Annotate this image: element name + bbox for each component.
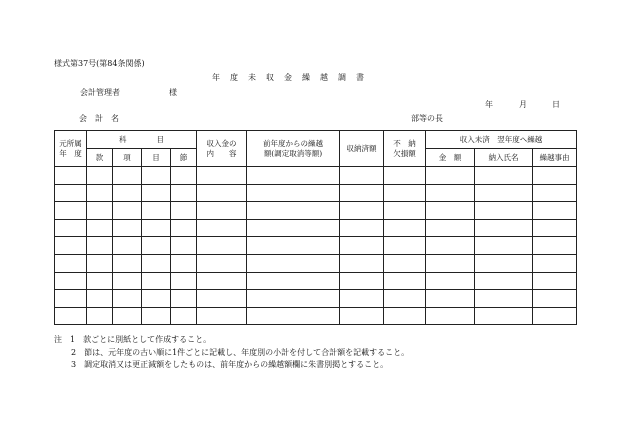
form-id: 様式第37号(第84条関係) (54, 59, 145, 68)
table-cell[interactable] (197, 167, 247, 185)
table-row (55, 167, 577, 185)
manager-suffix: 様 (169, 88, 177, 97)
table-cell[interactable] (384, 184, 426, 202)
table-cell[interactable] (197, 254, 247, 272)
table-cell[interactable] (533, 254, 577, 272)
table-cell[interactable] (247, 272, 340, 290)
table-cell[interactable] (533, 167, 577, 185)
note-2: 2 節は、元年度の古い順に1件ごとに記載し、年度別の小計を付して合計額を記載すること。 (71, 348, 410, 357)
table-cell[interactable] (197, 184, 247, 202)
table-cell[interactable] (247, 202, 340, 220)
table-cell[interactable] (87, 237, 113, 255)
table-cell[interactable] (87, 272, 113, 290)
table-cell[interactable] (475, 184, 533, 202)
table-cell[interactable] (87, 167, 113, 185)
table-cell[interactable] (426, 219, 475, 237)
account-name-label: 会 計 名 (79, 114, 119, 123)
table-cell[interactable] (55, 202, 87, 220)
date-month: 月 (519, 100, 527, 109)
table-cell[interactable] (197, 202, 247, 220)
header-kamoku: 科 目 (87, 131, 197, 149)
table-cell[interactable] (247, 307, 340, 325)
table-cell[interactable] (247, 254, 340, 272)
table-cell[interactable] (171, 184, 197, 202)
table-row (55, 254, 577, 272)
page-title: 年 度 未 収 金 繰 越 調 書 (212, 73, 365, 82)
table-cell[interactable] (340, 307, 384, 325)
table-cell[interactable] (247, 167, 340, 185)
table-cell[interactable] (171, 272, 197, 290)
table-cell[interactable] (171, 219, 197, 237)
table-cell[interactable] (142, 272, 171, 290)
date-day: 日 (552, 100, 560, 109)
table-cell[interactable] (340, 167, 384, 185)
table-row (55, 219, 577, 237)
header-uncollected: 収入未済 翌年度へ繰越 (426, 131, 577, 149)
table-cell[interactable] (87, 219, 113, 237)
table-cell[interactable] (426, 290, 475, 308)
table-cell[interactable] (533, 202, 577, 220)
header-setsu: 節 (171, 149, 197, 167)
header-received: 収納済額 (340, 131, 384, 167)
dept-head-label: 部等の長 (411, 114, 443, 123)
table-cell[interactable] (247, 290, 340, 308)
header-income-content: 収入金の 内 容 (197, 131, 247, 167)
table-cell[interactable] (113, 219, 142, 237)
table-cell[interactable] (113, 290, 142, 308)
table-cell[interactable] (426, 254, 475, 272)
carryover-table (54, 130, 577, 325)
table-cell[interactable] (87, 290, 113, 308)
table-cell[interactable] (426, 272, 475, 290)
table-cell[interactable] (171, 254, 197, 272)
table-cell[interactable] (475, 254, 533, 272)
table-cell[interactable] (384, 290, 426, 308)
table-cell[interactable] (113, 307, 142, 325)
table-row (55, 237, 577, 255)
table-cell[interactable] (171, 237, 197, 255)
table-cell[interactable] (55, 167, 87, 185)
table-cell[interactable] (384, 202, 426, 220)
table-cell[interactable] (533, 307, 577, 325)
table-cell[interactable] (533, 290, 577, 308)
table-cell[interactable] (55, 254, 87, 272)
table-cell[interactable] (113, 184, 142, 202)
table-cell[interactable] (384, 219, 426, 237)
table-cell[interactable] (247, 237, 340, 255)
note-1: 注 1 款ごとに別紙として作成すること。 (54, 335, 212, 344)
table-cell[interactable] (384, 167, 426, 185)
table-cell[interactable] (475, 219, 533, 237)
table-cell[interactable] (340, 254, 384, 272)
table-row (55, 272, 577, 290)
header-kou: 項 (113, 149, 142, 167)
table-cell[interactable] (384, 254, 426, 272)
date-year: 年 (485, 100, 493, 109)
table-cell[interactable] (142, 307, 171, 325)
table-cell[interactable] (113, 167, 142, 185)
table-row (55, 202, 577, 220)
table-cell[interactable] (197, 290, 247, 308)
table-cell[interactable] (55, 219, 87, 237)
table-cell[interactable] (533, 219, 577, 237)
header-origin-year: 元所属 年 度 (55, 131, 87, 167)
note-3: 3 調定取消又は更正減額をしたものは、前年度からの繰越額欄に朱書別掲とすること。 (71, 360, 389, 369)
table-cell[interactable] (426, 202, 475, 220)
table-cell[interactable] (426, 167, 475, 185)
table-row (55, 184, 577, 202)
table-cell[interactable] (55, 307, 87, 325)
table-cell[interactable] (340, 219, 384, 237)
table-cell[interactable] (142, 167, 171, 185)
table-cell[interactable] (142, 290, 171, 308)
table-cell[interactable] (384, 307, 426, 325)
table-cell[interactable] (533, 184, 577, 202)
table-cell[interactable] (247, 184, 340, 202)
table-cell[interactable] (340, 290, 384, 308)
table-cell[interactable] (426, 307, 475, 325)
table-cell[interactable] (533, 237, 577, 255)
table-cell[interactable] (142, 184, 171, 202)
header-reason: 繰越事由 (533, 149, 577, 167)
table-cell[interactable] (55, 272, 87, 290)
table-cell[interactable] (340, 272, 384, 290)
table-cell[interactable] (55, 237, 87, 255)
table-cell[interactable] (197, 219, 247, 237)
table-cell[interactable] (340, 202, 384, 220)
table-cell[interactable] (247, 219, 340, 237)
table-cell[interactable] (142, 254, 171, 272)
table-cell[interactable] (171, 167, 197, 185)
table-cell[interactable] (384, 237, 426, 255)
header-kan: 款 (87, 149, 113, 167)
table-cell[interactable] (171, 307, 197, 325)
table-cell[interactable] (55, 290, 87, 308)
table-cell[interactable] (113, 237, 142, 255)
table-cell[interactable] (197, 272, 247, 290)
table-cell[interactable] (426, 237, 475, 255)
table-cell[interactable] (171, 202, 197, 220)
table-cell[interactable] (87, 184, 113, 202)
header-payer: 納入氏名 (475, 149, 533, 167)
table-cell[interactable] (475, 290, 533, 308)
table-cell[interactable] (340, 184, 384, 202)
table-cell[interactable] (113, 254, 142, 272)
table-cell[interactable] (340, 237, 384, 255)
table-cell[interactable] (475, 237, 533, 255)
table-cell[interactable] (475, 307, 533, 325)
table-cell[interactable] (475, 202, 533, 220)
table-cell[interactable] (87, 254, 113, 272)
table-cell[interactable] (475, 272, 533, 290)
table-cell[interactable] (142, 202, 171, 220)
header-amount: 金 額 (426, 149, 475, 167)
table-cell[interactable] (142, 237, 171, 255)
table-cell[interactable] (533, 272, 577, 290)
table-cell[interactable] (113, 202, 142, 220)
table-cell[interactable] (197, 237, 247, 255)
table-row (55, 307, 577, 325)
header-prev-carryover: 前年度からの繰越 額(調定取消等額) (247, 131, 340, 167)
table-cell[interactable] (475, 167, 533, 185)
table-cell[interactable] (142, 219, 171, 237)
table-cell[interactable] (87, 202, 113, 220)
header-loss: 不 納 欠損額 (384, 131, 426, 167)
table-cell[interactable] (113, 272, 142, 290)
table-row (55, 290, 577, 308)
table-cell[interactable] (426, 184, 475, 202)
table-cell[interactable] (87, 307, 113, 325)
table-cell[interactable] (55, 184, 87, 202)
table-cell[interactable] (384, 272, 426, 290)
table-cell[interactable] (197, 307, 247, 325)
header-moku: 目 (142, 149, 171, 167)
manager-label: 会計管理者 (80, 88, 120, 97)
table-cell[interactable] (171, 290, 197, 308)
